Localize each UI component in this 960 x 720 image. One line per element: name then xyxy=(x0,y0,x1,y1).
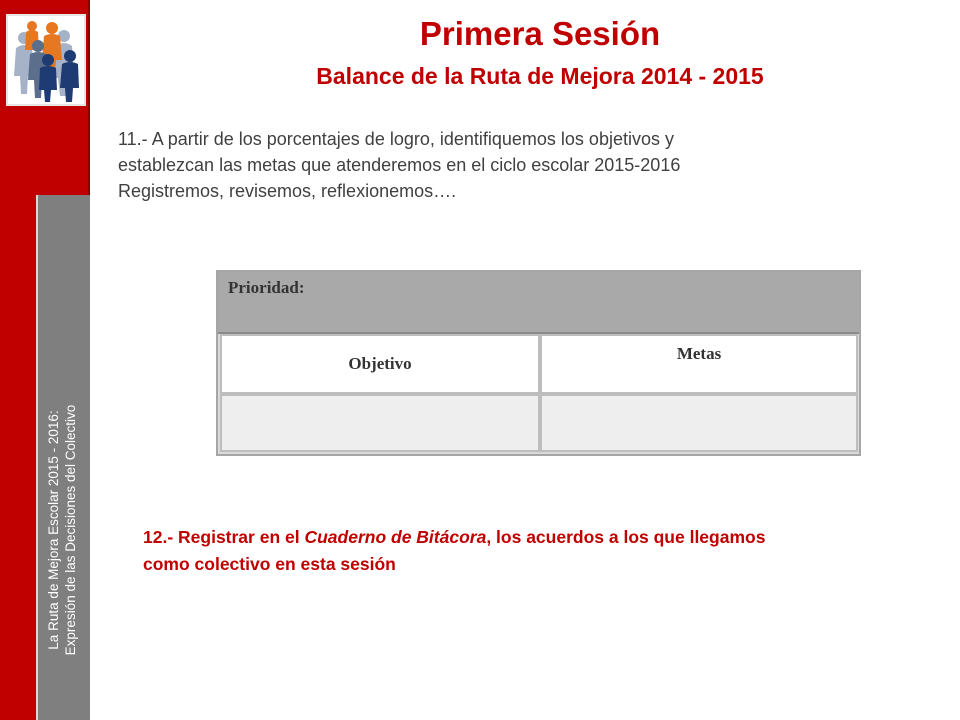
agreement-note-prefix: 12.- Registrar en el xyxy=(143,527,305,547)
objetivo-header-label: Objetivo xyxy=(348,354,412,373)
instructions-line3: Registremos, revisemos, reflexionemos…. xyxy=(118,181,457,201)
sidebar-caption xyxy=(45,360,79,700)
instructions-line2: establezcan las metas que atenderemos en el ciclo escolar 2015-2016 xyxy=(118,155,681,175)
sidebar-caption-line1: La Ruta de Mejora Escolar 2015 - 2016: xyxy=(46,410,61,650)
agreement-note xyxy=(143,524,903,578)
logo xyxy=(6,14,86,106)
metas-header-cell xyxy=(540,334,858,394)
priority-label: Prioridad: xyxy=(228,278,305,297)
sidebar-caption-line2: Expresión de las Decisiones del Colectivo xyxy=(63,404,78,656)
page-title: Primera Sesión xyxy=(419,15,661,52)
agreement-note-line1 xyxy=(143,524,903,551)
agreement-note-suffix: , los acuerdos a los que llegamos xyxy=(486,527,766,547)
objetivo-header-cell xyxy=(220,334,540,394)
priority-table xyxy=(216,270,861,456)
agreement-note-italic: Cuaderno de Bitácora xyxy=(304,527,487,547)
page-subtitle: Balance de la Ruta de Mejora 2014 - 2015 xyxy=(316,63,764,89)
instructions-line1: 11.- A partir de los porcentajes de logro, identifiquemos los objetivos y xyxy=(118,129,674,149)
metas-entry-cell xyxy=(540,394,858,452)
priority-header xyxy=(218,272,859,334)
instructions-text xyxy=(118,126,858,204)
objetivo-entry-cell xyxy=(220,394,540,452)
metas-header-label: Metas xyxy=(676,344,722,363)
people-group-icon xyxy=(8,16,84,104)
agreement-note-line2: como colectivo en esta sesión xyxy=(143,554,396,574)
